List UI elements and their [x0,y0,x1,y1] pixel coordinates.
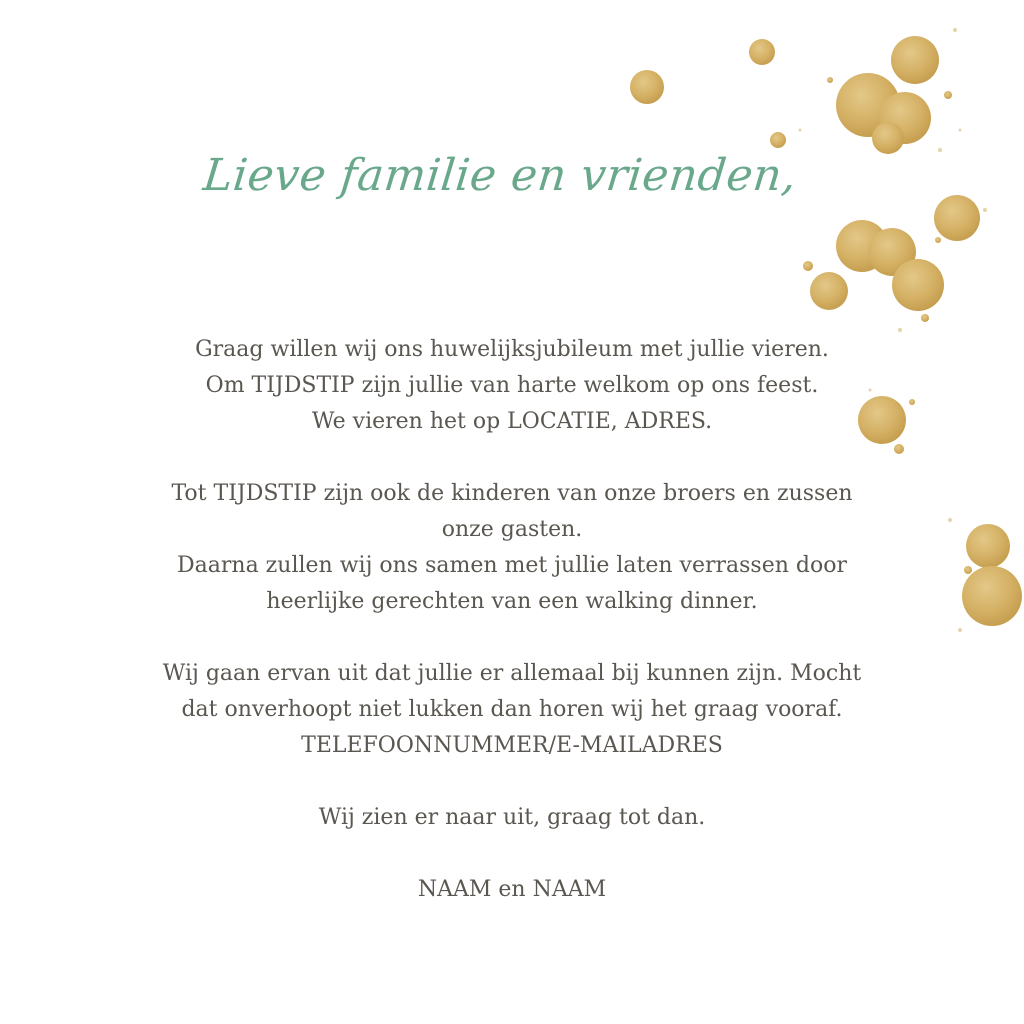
text-line: dat onverhoopt niet lukken dan horen wij het graag vooraf. [181,697,843,722]
greeting-heading: Lieve familie en vrienden, [200,150,800,201]
text-line: heerlijke gerechten van een walking dinner. [266,589,758,614]
text-line: Om TIJDSTIP zijn jullie van harte welkom op ons feest. [205,373,819,398]
text-line: Wij gaan ervan uit dat jullie er allemaal bij kunnen zijn. Mocht [162,661,862,686]
signature-names: NAAM en NAAM [417,877,607,902]
paragraph-rsvp [100,656,924,764]
text-line: onze gasten. [441,517,583,542]
invitation-body [100,332,924,944]
text-line: Graag willen wij ons huwelijksjubileum met jullie vieren. [195,337,829,362]
text-line: We vieren het op LOCATIE, ADRES. [311,409,713,434]
paragraph-program [100,476,924,620]
text-line: Tot TIJDSTIP zijn ook de kinderen van onze broers en zussen [171,481,853,506]
text-line: Wij zien er naar uit, graag tot dan. [318,805,706,830]
paragraph-closing [100,800,924,836]
paragraph-signature [100,872,924,908]
text-line: Daarna zullen wij ons samen met jullie laten verrassen door [177,553,847,578]
contact-line: TELEFOONNUMMER/E-MAILADRES [301,733,723,758]
paragraph-details [100,332,924,440]
